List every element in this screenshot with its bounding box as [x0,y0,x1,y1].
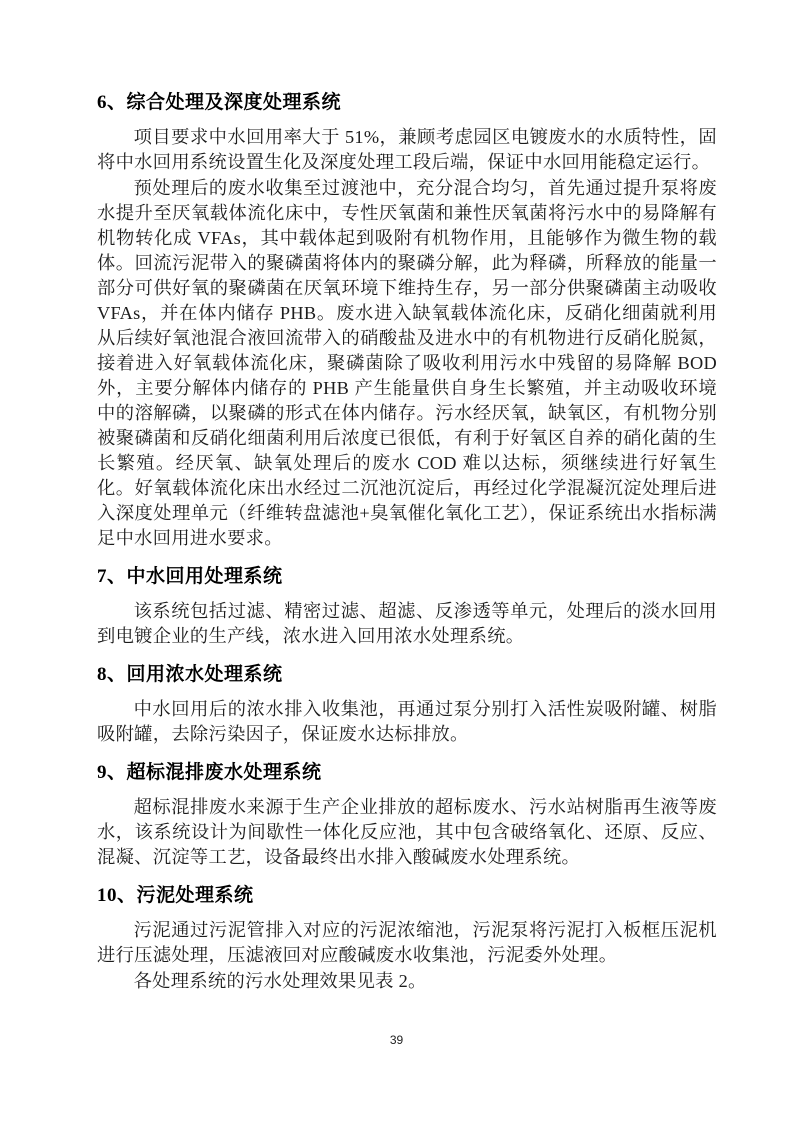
section-9-heading: 9、超标混排废水处理系统 [97,762,322,783]
section-9 [97,760,717,870]
section-8-heading: 8、回用浓水处理系统 [97,664,283,685]
section-10-paragraph-2: 各处理系统的污水处理效果见表 2。 [133,971,427,991]
section-6-heading: 6、综合处理及深度处理系统 [97,92,342,113]
section-7-paragraph-1: 该系统包括过滤、精密过滤、超滤、反渗透等单元，处理后的淡水回用到电镀企业的生产线，浓水进入回用浓水处理系统。 [97,601,717,646]
page-number: 39 [389,1033,404,1047]
section-10-heading: 10、污泥处理系统 [97,885,254,906]
section-10-paragraph-1: 污泥通过污泥管排入对应的污泥浓缩池，污泥泵将污泥打入板框压泥机进行压滤处理，压滤液回对应酸碱废水收集池，污泥委外处理。 [97,920,717,965]
section-9-paragraph-1: 超标混排废水来源于生产企业排放的超标废水、污水站树脂再生液等废水，该系统设计为间歇性一体化反应池，其中包含破络氧化、还原、反应、混凝、沉淀等工艺，设备最终出水排入酸碱废水处理系统。 [97,797,717,867]
page-footer [0,1031,793,1049]
section-10 [97,883,717,994]
section-8-paragraph-1: 中水回用后的浓水排入收集池，再通过泵分别打入活性炭吸附罐、树脂吸附罐，去除污染因子，保证废水达标排放。 [97,699,717,744]
section-8 [97,662,717,747]
section-7 [97,564,717,649]
document-content [97,90,717,995]
section-6-paragraph-2: 预处理后的废水收集至过渡池中，充分混合均匀，首先通过提升泵将废水提升至厌氧载体流化床中，专性厌氧菌和兼性厌氧菌将污水中的易降解有机物转化成 VFAs，其中载体起到吸附有机物作用，且能够作为微生物的载体。回流污泥带入的聚磷菌将体内的聚磷分解，此为释磷，所释放的能量一部分可供好氧的聚磷菌在厌氧环境下维持生存，另一部分供聚磷菌主动吸收 VFAs，并在体内储存 PHB。废水进入缺氧载体流化床，反硝化细菌就利用从后续好氧池混合液回流带入的硝酸盐及进水中的有机物进行反硝化脱氮，接着进入好氧载体流化床，聚磷菌除了吸收利用污水中残留的易降解 BOD 外，主要分解体内储存的 PHB 产生能量供自身生长繁殖，并主动吸收环境中的溶解磷，以聚磷的形式在体内储存。污水经厌氧，缺氧区，有机物分别被聚磷菌和反硝化细菌利用后浓度已很低，有利于好氧区自养的硝化菌的生长繁殖。经厌氧、缺氧处理后的废水 COD 难以达标，须继续进行好氧生化。好氧载体流化床出水经过二沉池沉淀后，再经过化学混凝沉淀处理后进入深度处理单元（纤维转盘滤池+臭氧催化氧化工艺），保证系统出水指标满足中水回用进水要求。 [97,178,717,548]
section-6 [97,90,717,551]
section-6-paragraph-1: 项目要求中水回用率大于 51%，兼顾考虑园区电镀废水的水质特性，固将中水回用系统设置生化及深度处理工段后端，保证中水回用能稳定运行。 [97,127,717,172]
section-7-heading: 7、中水回用处理系统 [97,566,283,587]
